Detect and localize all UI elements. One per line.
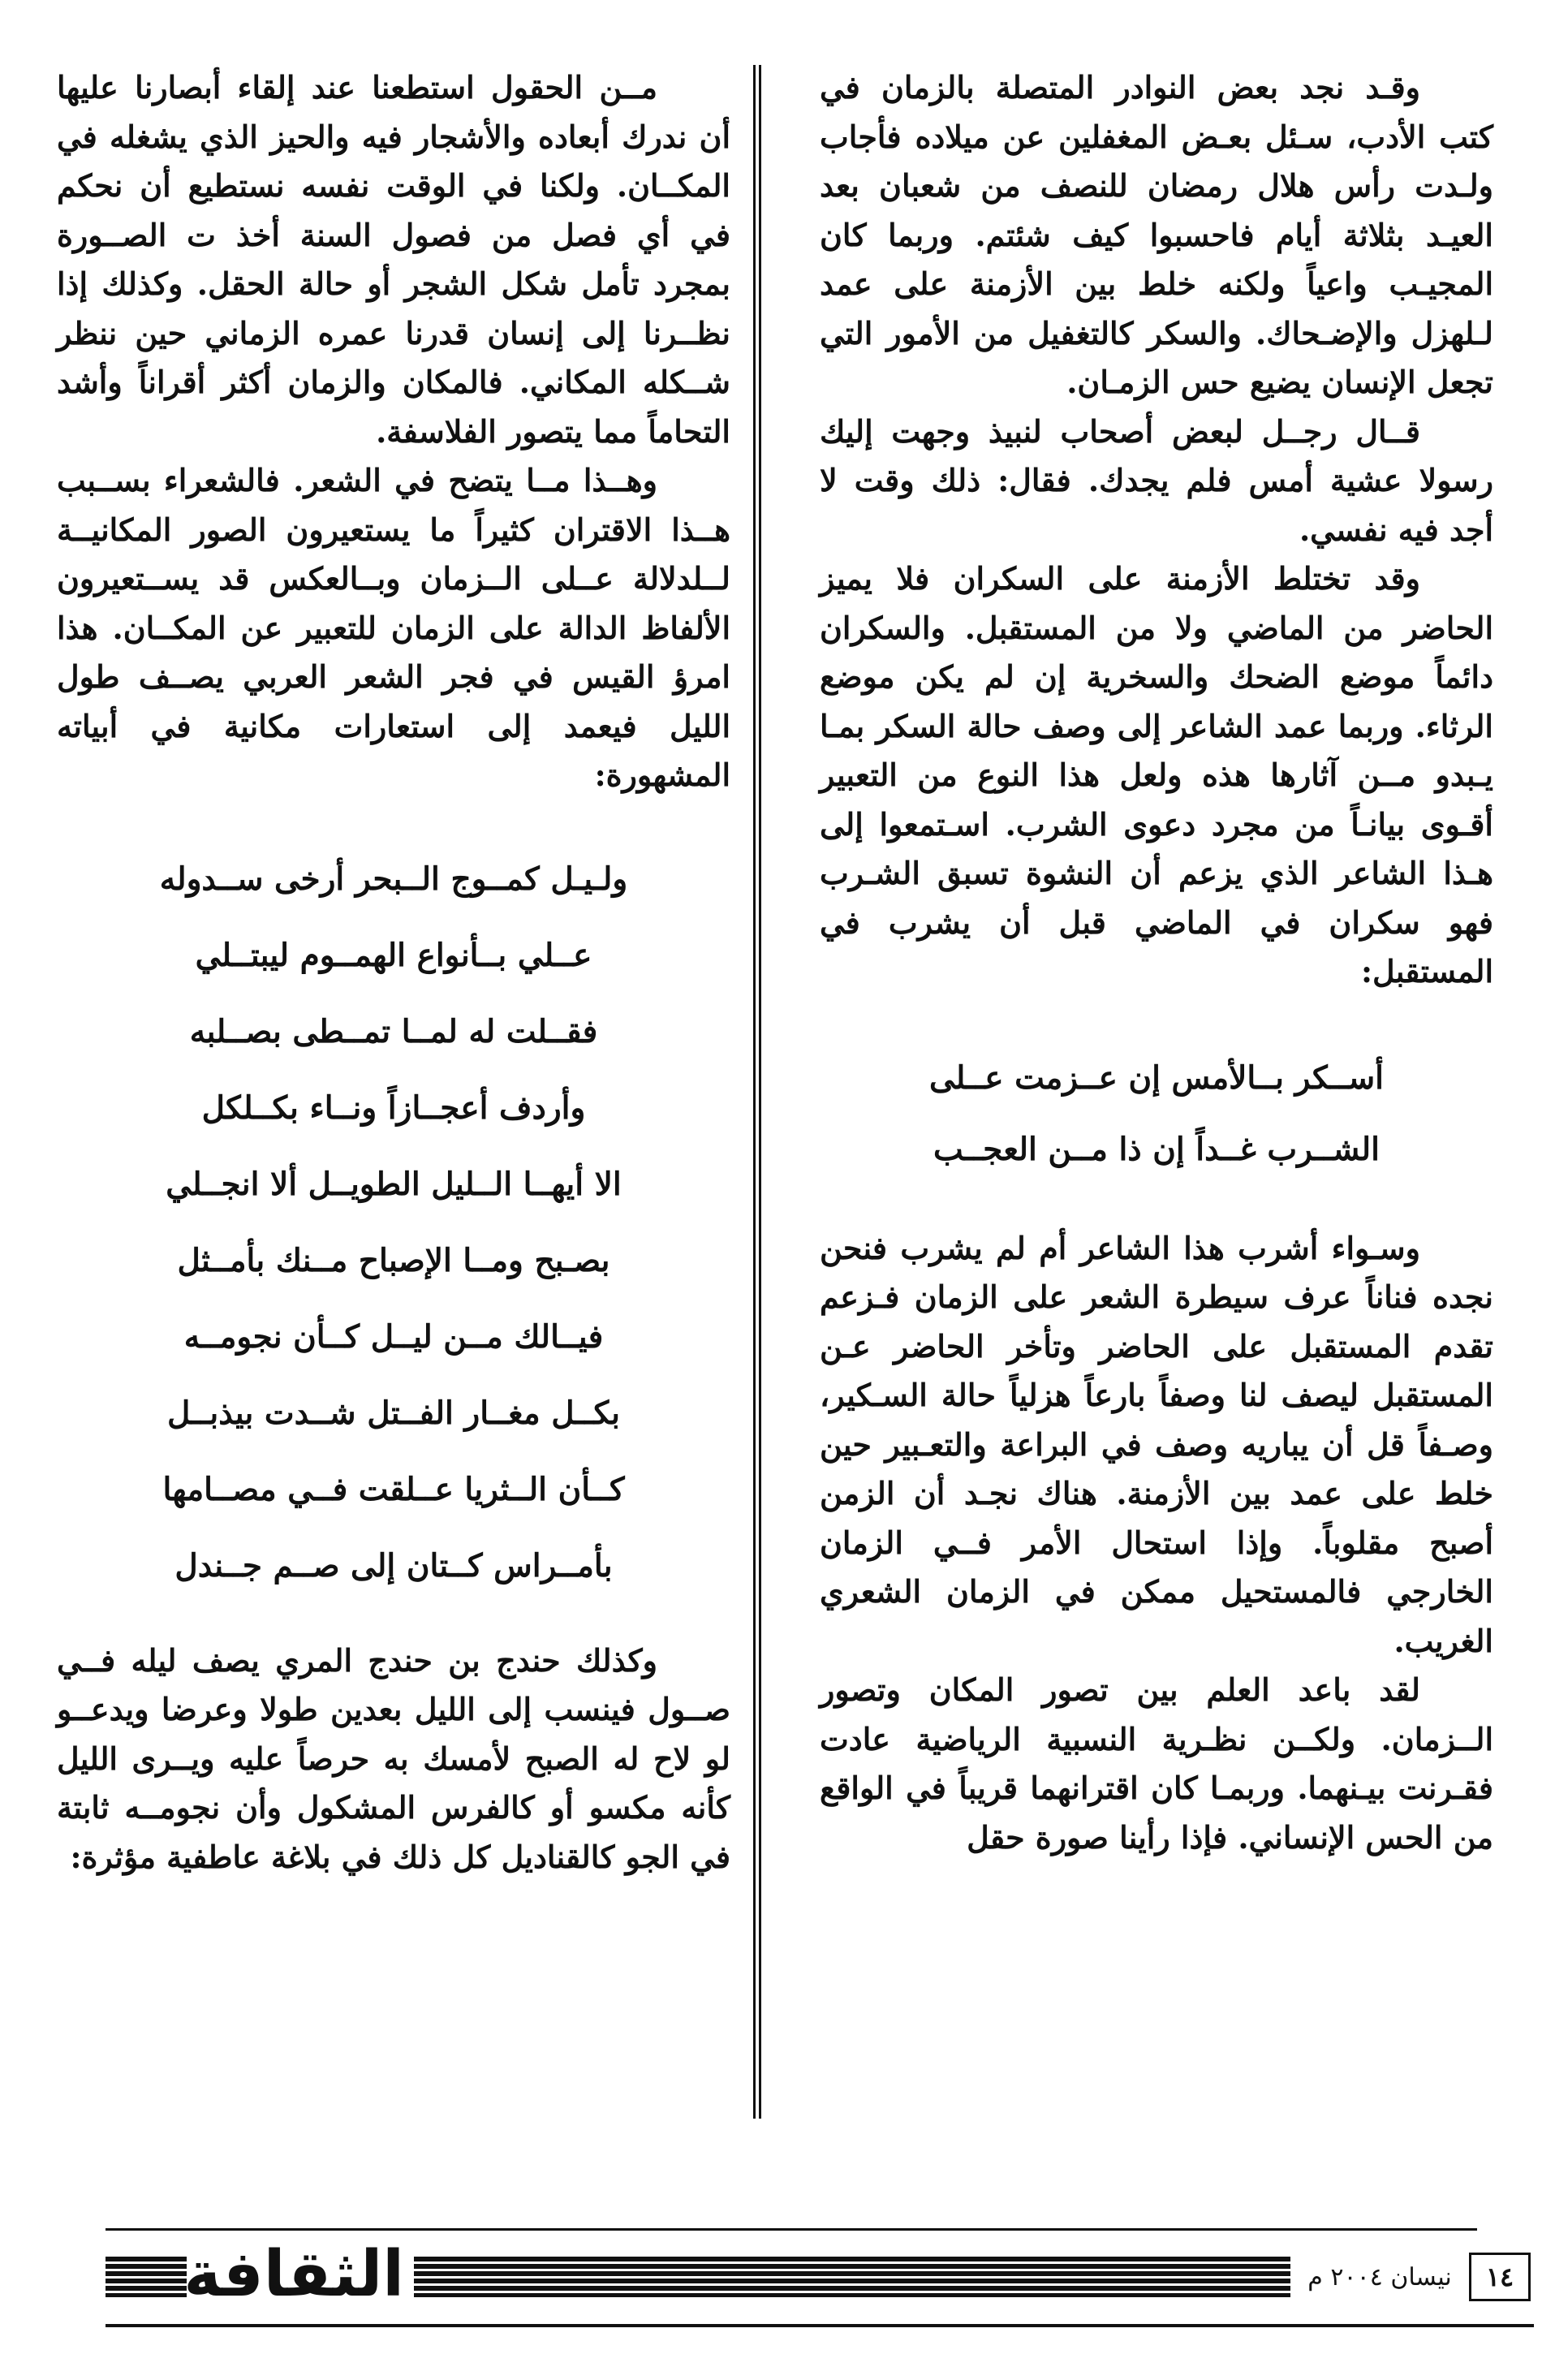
paragraph: وهــذا مــا يتضح في الشعر. فالشعراء بســبب هــذا الاقتران كثيراً ما يستعيرون الصور المكانيــة لــلدلالة عــلى الــزمان وبــالعكس قد يســتعيرون الألفاظ الدالة على الزمان للتعبير عن المكــان. هذا امرؤ القيس في فجر الشعر العربي يصــف طول الليل فيعمد إلى استعارات مكانية في أبياته المشهورة: [57,462,730,793]
verse-line: وأردف أعجــازاً ونــاء بكــلكل [201,1089,586,1127]
verse-line: الشــرب غــداً إن ذا مــن العجــب [933,1130,1380,1168]
verse-line: بأمــراس كــتان إلى صــم جــندل [174,1546,613,1585]
left-column [57,63,730,1882]
footer-stripe-bar [414,2257,1290,2297]
paragraph: قــال رجــل لبعض أصحاب لنبيذ وجهت إليك رسولا عشية أمس فلم يجدك. فقال: ذلك وقت لا أجد فيه نفسي. [820,412,1493,548]
magazine-logo: الثقافة [183,2238,404,2311]
verse-block [57,841,730,1604]
paragraph: مــن الحقول استطعنا عند إلقاء أبصارنا عليها أن ندرك أبعاده والأشجار فيه والحيز الذي يشغله في المكــان. ولكنا في الوقت نفسه نستطيع أن نحكم في أي فصل من فصول السنة أخذ ت الصــورة بمجرد تأمل شكل الشجر أو حالة الحقل. وكذلك إذا نظــرنا إلى إنسان قدرنا عمره الزماني حين ننظر شــكله المكاني. فالمكان والزمان أكثر أقراناً وأشد التحاماً مما يتصور الفلاسفة. [57,69,730,450]
footer-stripe-left [106,2257,187,2297]
page-footer [106,2228,1514,2334]
right-column [820,63,1493,1862]
footer-top-rule [106,2228,1477,2231]
page-number: ١٤ [1469,2253,1531,2301]
column-divider [753,65,761,2119]
verse-line: أســكر بــالأمس إن عــزمت عــلى [928,1058,1384,1097]
verse-line: ولـيـل كمــوج الــبحر أرخى ســدوله [159,860,628,898]
verse-line: كــأن الــثريا عــلقت فــي مصــامها [162,1470,625,1508]
paragraph: وقـد نجد بعض النوادر المتصلة بالزمان في كتب الأدب، سـئل بعـض المغفلين عن ميلاده فأجاب ولـدت رأس هلال رمضان للنصف من شعبان بعد العيـد بثلاثة أيام فاحسبوا كيف شئتم. وربما كان المجيـب واعياً ولكنه خلط بين الأزمنة على عمد لـلهزل والإضـحاك. والسكر كالتغفيل من الأمور التي تجعل الإنسان يضيع حس الزمـان. [820,69,1493,400]
paragraph: لقد باعد العلم بين تصور المكان وتصور الــزمان. ولكــن نظـرية النسبية الرياضية عادت فقـرنت بيـنهما. وربمـا كان اقترانهما قريباً في الواقع من الحس الإنساني. فإذا رأينا صورة حقل [820,1671,1493,1856]
issue-date: نيسان ٢٠٠٤ م [1307,2263,1452,2292]
paragraph: وكذلك حندج بن حندج المري يصف ليله فــي صــول فينسب إلى الليل بعدين طولا وعرضا ويدعــو لو لاح له الصبح لأمسك به حرصاً عليه ويــرى الليل كأنه مكسو أو كالفرس المشكول وأن نجومــه ثابتة في الجو كالقناديل كل ذلك في بلاغة عاطفية مؤثرة: [57,1641,730,1875]
paragraph: وقد تختلط الأزمنة على السكران فلا يميز الحاضر من الماضي ولا من المستقبل. والسكران دائماً موضع الضحك والسخرية إن لم يكن موضع الرثاء. وربما عمد الشاعر إلى وصف حالة السكر بمـا يـبدو مــن آثارها هذه ولعل هذا النوع من التعبير أقـوى بيانـاً من مجرد دعوى الشرب. اسـتمعوا إلى هـذا الشاعر الذي يزعم أن النشوة تسبق الشـرب فهو سكران في الماضي قبل أن يشرب في المستقبل: [820,560,1493,990]
verse-line: بكــل مغــار الفــتل شــدت بيذبــل [166,1394,621,1432]
verse-line: فيــالك مــن ليــل كــأن نجومــه [183,1317,604,1356]
verse-line: الا أيهــا الــليل الطويــل ألا انجــلي [166,1165,622,1203]
footer-bottom-rule [106,2324,1534,2327]
verse-line: بصـبح ومــا الإصباح مــنك بأمــثل [177,1241,610,1279]
verse-line: فقــلت له لمــا تمــطى بصــلبه [189,1012,598,1050]
verse-line: عــلي بــأنواع الهمــوم ليبتــلي [195,936,592,974]
verse-block [820,1042,1493,1185]
paragraph: وسـواء أشرب هذا الشاعر أم لم يشرب فنحن نجده فناناً عرف سيطرة الشعر على الزمان فـزعم تقدم المستقبل على الحاضر وتأخر الحاضر عـن المستقبل ليصف لنا وصفاً بارعاً هزلياً حالة السـكير، وصـفاً قل أن يباريه وصف في البراعة والتعـبير حين خلط على عمد بين الأزمنة. هناك نجـد أن الزمن أصبح مقلوباً. وإذا استحال الأمر فــي الزمان الخارجي فالمستحيل ممكن في الزمان الشعري الغريب. [820,1229,1493,1659]
